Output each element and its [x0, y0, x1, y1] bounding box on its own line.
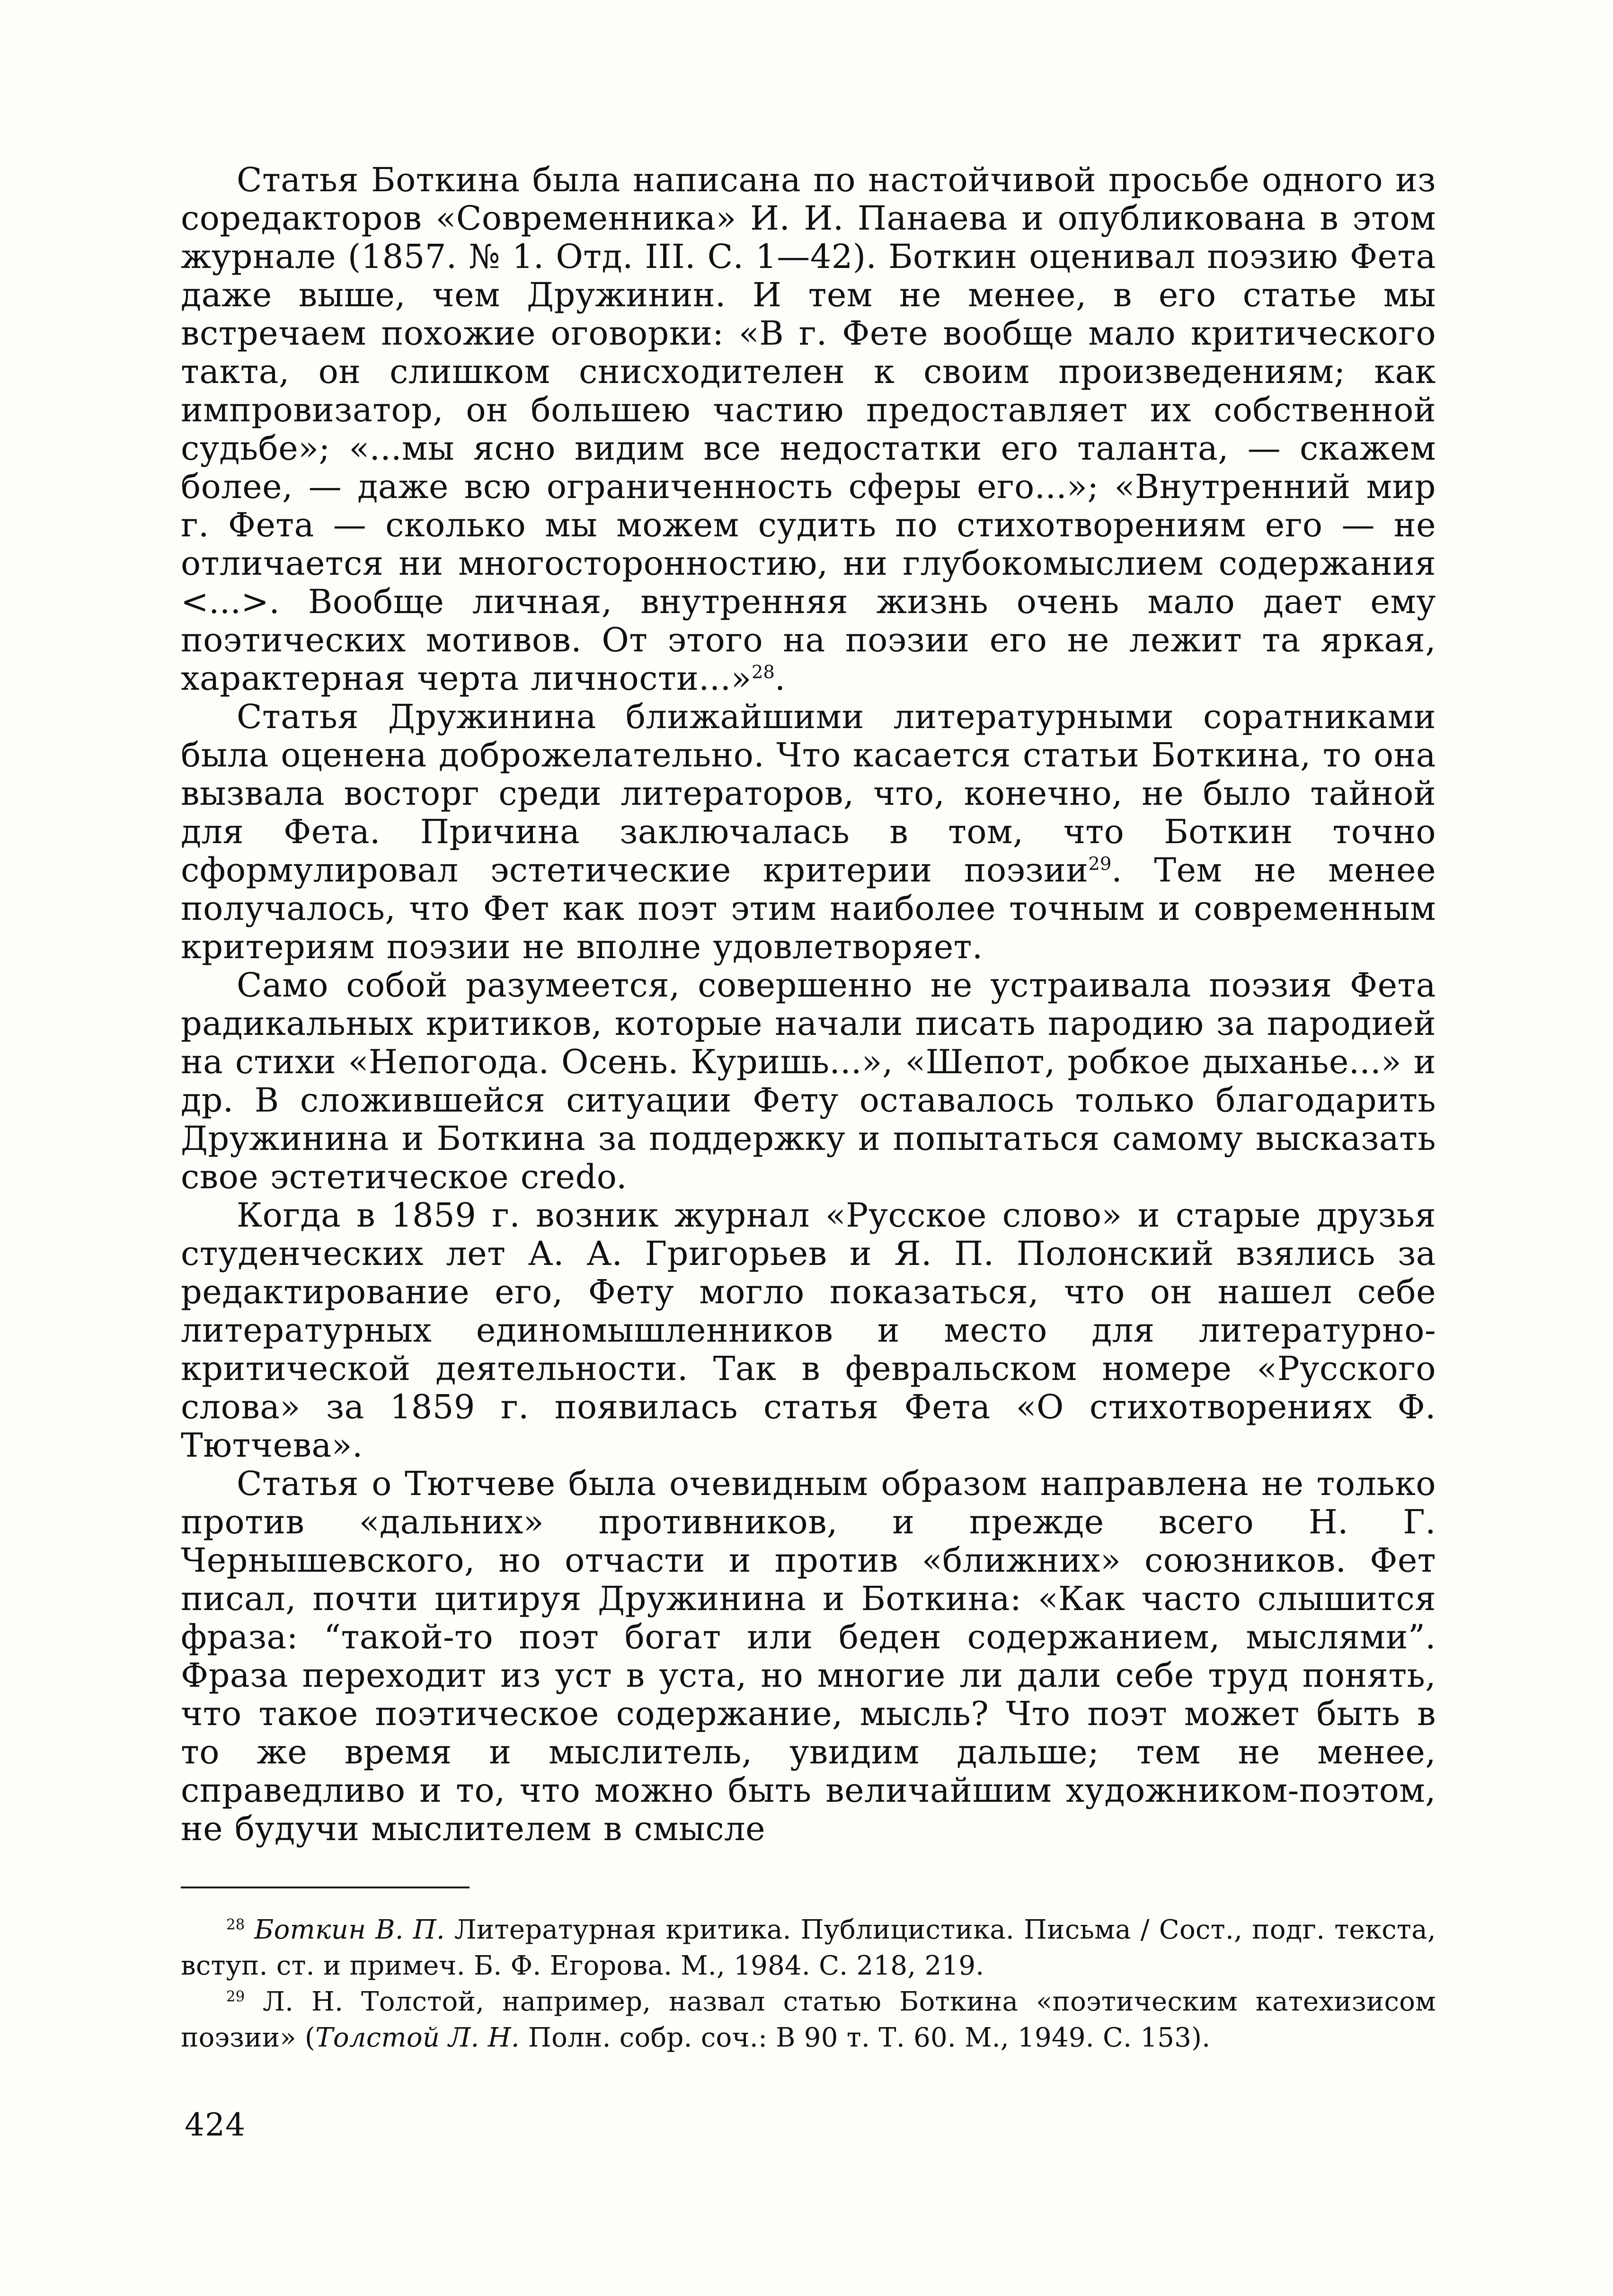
footnote-separator	[181, 1887, 470, 1888]
paragraph	[181, 1465, 1436, 1848]
footnote-marker: 28	[751, 661, 775, 683]
text-run: . Тем не менее получалось, что Фет как поэт этим наиболее точным и современным критериям поэзии не вполне удовлетворяет.	[181, 851, 1436, 966]
text-run	[245, 1914, 254, 1945]
italic-citation: Толстой Л. Н.	[315, 2022, 520, 2053]
footnote-marker: 29	[226, 1988, 245, 2005]
text-run: Когда в 1859 г. возник журнал «Русское слово» и старые друзья студенческих лет А. А. Григорьев и Я. П. Полонский взялись за редактирование его, Фету могло показаться, что он нашел себе литературных единомышленников и место для литературно-критической деятельности. Так в февральском номере «Русского слова» за 1859 г. появилась статья Фета «О стихотворениях Ф. Тютчева».	[181, 1196, 1436, 1465]
italic-citation: Боткин В. П.	[254, 1914, 445, 1945]
footnote-marker: 28	[226, 1916, 245, 1933]
text-run: Статья Дружинина ближайшими литературными соратниками была оценена доброжелательно. Что касается статьи Боткина, то она вызвала восторг среди литераторов, что, конечно, не было тайной для Фета. Причина заключалась в том, что Боткин точно сформулировал эстетические критерии поэзии	[181, 697, 1436, 890]
text-run: .	[774, 659, 786, 698]
footnotes	[181, 1912, 1436, 2056]
text-run: Статья Боткина была написана по настойчивой просьбе одного из соредакторов «Современника» И. И. Панаева и опубликована в этом журнале (1857. № 1. Отд. III. С. 1—42). Боткин оценивал поэзию Фета даже выше, чем Дружинин. И тем не менее, в его статье мы встречаем похожие оговорки: «В г. Фете вообще мало критического такта, он слишком снисходителен к своим произведениям; как импровизатор, он большею частию предоставляет их собственной судьбе»; «...мы ясно видим все недостатки его таланта, — скажем более, — даже всю ограниченность сферы его...»; «Внутренний мир г. Фета — сколько мы можем судить по стихотворениям его — не отличается ни многосторонностию, ни глубокомыслием содержания <...>. Вообще личная, внутренняя жизнь очень мало дает ему поэтических мотивов. От этого на поэзии его не лежит та яркая, характерная черта личности...»	[181, 160, 1436, 698]
text-run: Л. Н. Толстой, например, назвал статью Боткина «поэтическим катехизисом поэзии» (	[181, 1986, 1436, 2053]
footnote	[181, 1984, 1436, 2056]
footnote	[181, 1912, 1436, 1984]
paragraph	[181, 698, 1436, 966]
text-run: Само собой разумеется, совершенно не устраивала поэзия Фета радикальных критиков, которые начали писать пародию за пародией на стихи «Непогода. Осень. Куришь...», «Шепот, робкое дыханье...» и др. В сложившейся ситуации Фету оставалось только благодарить Дружинина и Боткина за поддержку и попытаться самому высказать свое эстетическое credo.	[181, 966, 1436, 1196]
footnote-marker: 29	[1088, 853, 1112, 875]
paragraph	[181, 966, 1436, 1196]
paragraph	[181, 161, 1436, 698]
text-run: Литературная критика. Публицистика. Письма / Сост., подг. текста, вступ. ст. и примеч. Б. Ф. Егорова. М., 1984. С. 218, 219.	[181, 1914, 1436, 1981]
footnote-area	[181, 1887, 1436, 2056]
text-run: Полн. собр. соч.: В 90 т. Т. 60. М., 1949. С. 153).	[519, 2022, 1211, 2053]
paragraph	[181, 1196, 1436, 1465]
page-number: 424	[185, 2107, 246, 2143]
text-run: Статья о Тютчеве была очевидным образом направлена не только против «дальних» противников, и прежде всего Н. Г. Чернышевского, но отчасти и против «ближних» союзников. Фет писал, почти цитируя Дружинина и Боткина: «Как часто слышится фраза: “такой-то поэт богат или беден содержанием, мыслями”. Фраза переходит из уст в уста, но многие ли дали себе труд понять, что такое поэтическое содержание, мысль? Что поэт может быть в то же время и мыслитель, увидим дальше; тем не менее, справедливо и то, что можно быть величайшим художником-поэтом, не будучи мыслителем в смысле	[181, 1464, 1436, 1848]
main-text	[181, 161, 1436, 1848]
